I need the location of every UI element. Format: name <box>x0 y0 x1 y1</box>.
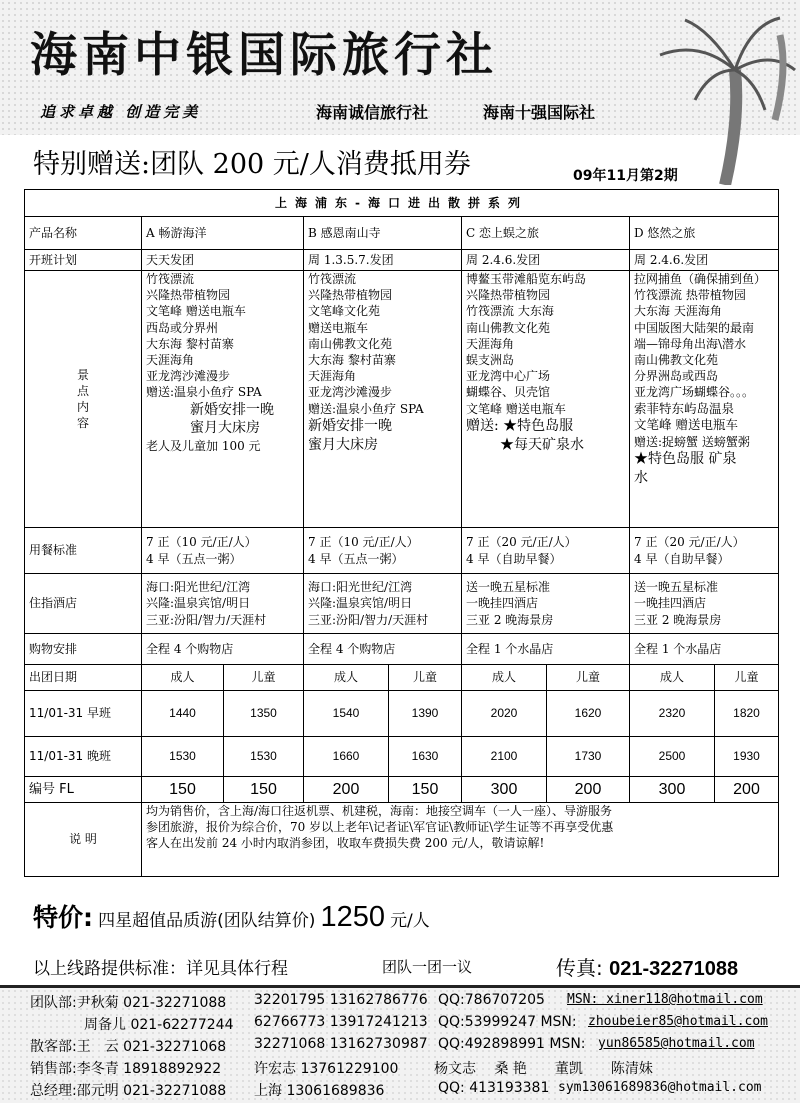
product-d-shopping: 全程 1 个水晶店 <box>630 634 779 665</box>
sight-item: 赠送电瓶车 <box>308 320 369 335</box>
sight-item: 索菲特东屿岛温泉 <box>634 400 735 416</box>
sight-item: 亚龙湾沙滩漫步 <box>308 385 393 400</box>
sight-item: 南山佛教文化苑 <box>308 336 393 351</box>
sight-item: ★每天矿泉水 <box>500 436 584 453</box>
special-price: 1250 <box>320 901 385 933</box>
row-label-shopping: 购物安排 <box>25 634 142 665</box>
product-a-sights <box>142 271 304 528</box>
contact-qq: QQ:786707205 <box>438 992 545 1008</box>
contact-phones: 62766773 13917241213 <box>254 1014 428 1030</box>
hotel-line: 一晚挂四酒店 <box>634 596 707 611</box>
contact-phones: 许宏志 13761229100 <box>254 1061 399 1077</box>
product-d-hotel <box>630 574 779 634</box>
sights-char: 内 <box>76 400 89 414</box>
contact-row <box>0 992 800 1014</box>
adult-header: 成人 <box>462 665 547 691</box>
sub-title-1: 海南诚信旅行社 <box>316 103 429 122</box>
sight-item: 竹筏漂流 热带植物园 <box>634 288 746 303</box>
price-cell: 2500 <box>630 737 715 777</box>
adult-header: 成人 <box>142 665 224 691</box>
price-cell: 1620 <box>547 691 630 737</box>
price-cell: 1630 <box>389 737 462 777</box>
sight-item: 竹筏漂流 大东海 <box>466 304 554 319</box>
meal-line: 7 正（20 元/正/人） <box>466 535 577 550</box>
sights-char: 景 <box>76 367 89 382</box>
product-c-plan: 周 2.4.6.发团 <box>462 250 630 271</box>
sight-item: 蜈支洲岛 <box>466 352 515 367</box>
code-cell: 200 <box>547 777 630 803</box>
hotel-line: 海口:阳光世纪/江湾 <box>146 580 251 595</box>
code-cell: 300 <box>462 777 547 803</box>
sight-item: 大东海 黎村苗寨 <box>146 336 234 351</box>
product-b-shopping: 全程 4 个购物店 <box>304 634 462 665</box>
hotel-line: 三亚 2 晚海景房 <box>466 612 554 627</box>
note-line: 均为销售价，含上海/海口往返机票、机建税，海南：地接空调车（一人一座）、导游服务 <box>146 804 613 818</box>
promo-text: 特别赠送:团队 200 元/人消费抵用券 <box>33 149 471 180</box>
row-label-sights <box>25 271 142 528</box>
sight-item: 西岛或分界州 <box>146 320 219 335</box>
price-cell: 1930 <box>715 737 779 777</box>
sight-item: 文笔峰 赠送电瓶车 <box>634 417 738 433</box>
hotel-line: 三亚:汾阳/智力/天涯村 <box>146 612 267 627</box>
price-cell: 1820 <box>715 691 779 737</box>
code-cell: 300 <box>630 777 715 803</box>
series-title: 上海浦东-海口进出散拼系列 <box>25 190 779 217</box>
sights-char: 点 <box>76 383 89 398</box>
sight-item: 水 <box>634 470 648 487</box>
sight-item: 分界洲岛或西岛 <box>634 369 719 384</box>
price-cell: 1660 <box>304 737 389 777</box>
meal-line: 7 正（10 元/正/人） <box>146 535 257 550</box>
fax-number: 021-32271088 <box>609 958 739 980</box>
product-c-name: C 恋上蜈之旅 <box>462 217 630 250</box>
product-d-plan: 周 2.4.6.发团 <box>630 250 779 271</box>
sight-item: 亚龙湾沙滩漫步 <box>146 369 231 384</box>
product-a-plan: 天天发团 <box>142 250 304 271</box>
meal-line: 4 早（五点一粥） <box>308 551 404 566</box>
contact-staff: 杨文志 桑 艳 董凯 陈清妹 <box>434 1061 653 1077</box>
issue-label: 09年11月第2期 <box>573 168 678 184</box>
price-cell: 1730 <box>547 737 630 777</box>
contact-msn-link[interactable]: zhoubeier85@hotmail.com <box>588 1014 769 1029</box>
row-label-departure: 出团日期 <box>25 665 142 691</box>
product-b-name: B 感恩南山寺 <box>304 217 462 250</box>
child-header: 儿童 <box>547 665 630 691</box>
sight-item: 赠送:捉螃蟹 送螃蟹粥 <box>634 435 750 450</box>
contact-qq: QQ: 413193381 <box>438 1080 550 1096</box>
contact-msn-link[interactable]: sym13061689836@hotmail.com <box>558 1080 762 1095</box>
product-a-hotel <box>142 574 304 634</box>
row-label-notes: 说 明 <box>25 803 142 877</box>
sight-item: 兴隆热带植物园 <box>466 288 551 303</box>
sight-item: 竹筏漂流 <box>308 272 357 286</box>
row-label-product: 产品名称 <box>25 217 142 250</box>
price-cell: 2320 <box>630 691 715 737</box>
hotel-line: 送一晚五星标准 <box>634 580 719 595</box>
price-cell: 2100 <box>462 737 547 777</box>
meal-line: 7 正（10 元/正/人） <box>308 535 419 550</box>
contact-name: 总经理:邵元明 021-32271088 <box>30 1083 227 1099</box>
meal-line: 7 正（20 元/正/人） <box>634 535 745 550</box>
itinerary-table <box>24 189 779 877</box>
price-cell: 1390 <box>389 691 462 737</box>
fax-line <box>556 952 738 981</box>
code-cell: 200 <box>304 777 389 803</box>
sight-item: 中国版图大陆架的最南 <box>634 320 755 335</box>
product-c-meals <box>462 528 630 574</box>
product-b-meals <box>304 528 462 574</box>
price-cell: 1540 <box>304 691 389 737</box>
sub-title-2: 海南十强国际社 <box>483 103 596 122</box>
row-label-code: 编号 FL <box>25 777 142 803</box>
group-text: 团队一团一议 <box>382 958 473 976</box>
company-title: 海南中银国际旅行社 <box>30 28 498 83</box>
sight-item: 蜜月大床房 <box>190 420 260 437</box>
contact-row <box>0 1080 800 1102</box>
contact-name: 散客部:王 云 021-32271068 <box>30 1039 227 1055</box>
child-header: 儿童 <box>389 665 462 691</box>
row-label-meals: 用餐标准 <box>25 528 142 574</box>
hotel-line: 三亚:汾阳/智力/天涯村 <box>308 612 429 627</box>
header-banner <box>0 0 800 135</box>
product-d-meals <box>630 528 779 574</box>
contact-footer <box>0 985 800 1103</box>
sight-item: 赠送:温泉小鱼疗 SPA <box>308 401 424 416</box>
sight-item: 南山佛教文化苑 <box>466 320 551 335</box>
meal-line: 4 早（五点一粥） <box>146 551 242 566</box>
sight-item: 新婚安排一晚 <box>190 401 274 418</box>
product-c-hotel <box>462 574 630 634</box>
hotel-line: 一晚挂四酒店 <box>466 596 539 611</box>
contact-qq: QQ:492898991 MSN: <box>438 1036 586 1052</box>
contact-phones: 上海 13061689836 <box>254 1083 385 1099</box>
note-line: 客人在出发前 24 小时内取消参团，收取车费损失费 200 元/人，敬请谅解! <box>146 836 545 851</box>
product-b-hotel <box>304 574 462 634</box>
product-a-meals <box>142 528 304 574</box>
product-a-shopping: 全程 4 个购物店 <box>142 634 304 665</box>
price-cell: 2020 <box>462 691 547 737</box>
sights-char: 容 <box>76 416 89 431</box>
code-cell: 150 <box>224 777 304 803</box>
sight-item: ★特色岛服 矿泉 <box>634 451 737 468</box>
contact-msn-link[interactable]: MSN: xiner118@hotmail.com <box>567 992 763 1007</box>
contact-name: 销售部:李冬青 18918892922 <box>30 1061 222 1077</box>
special-unit: 元/人 <box>390 911 430 931</box>
adult-header: 成人 <box>630 665 715 691</box>
contact-row <box>0 1058 800 1080</box>
sight-item: 文笔峰 赠送电瓶车 <box>146 304 246 319</box>
price-cell: 1440 <box>142 691 224 737</box>
contact-row <box>0 1014 800 1036</box>
sight-item: 亚龙湾中心广场 <box>466 369 551 384</box>
contact-msn-link[interactable]: yun86585@hotmail.com <box>598 1036 755 1051</box>
sight-item: 赠送:温泉小鱼疗 SPA <box>146 385 262 400</box>
price-cell: 1530 <box>142 737 224 777</box>
palm-tree-icon <box>640 10 800 185</box>
product-d-name: D 悠然之旅 <box>630 217 779 250</box>
sight-item: 天涯海角 <box>308 369 357 384</box>
sight-item: 蜜月大床房 <box>308 436 378 453</box>
product-b-plan: 周 1.3.5.7.发团 <box>304 250 462 271</box>
sight-item: 赠送: ★特色岛服 <box>466 417 574 434</box>
contact-name: 团队部:尹秋菊 021-32271088 <box>30 995 227 1011</box>
code-cell: 150 <box>142 777 224 803</box>
contact-qq: QQ:53999247 MSN: <box>438 1014 577 1030</box>
fax-label: 传真: <box>556 956 603 980</box>
hotel-line: 海口:阳光世纪/江湾 <box>308 580 413 595</box>
adult-header: 成人 <box>304 665 389 691</box>
sight-item: 兴隆热带植物园 <box>308 288 393 303</box>
standard-text: 以上线路提供标准：详见具体行程 <box>33 959 288 979</box>
meal-line: 4 早（自助早餐） <box>634 551 730 566</box>
sight-item: 文笔峰 赠送电瓶车 <box>466 401 566 416</box>
sight-item: 端—锦母角出海\潜水 <box>634 336 747 351</box>
sight-item: 大东海 黎村苗寨 <box>308 352 396 367</box>
child-header: 儿童 <box>715 665 779 691</box>
price-cell: 1530 <box>224 737 304 777</box>
product-d-sights <box>630 271 779 528</box>
special-label: 特价: <box>33 903 93 932</box>
sight-item: 大东海 天涯海角 <box>634 304 722 319</box>
code-cell: 150 <box>389 777 462 803</box>
contact-phones: 32201795 13162786776 <box>254 992 428 1008</box>
product-b-sights <box>304 271 462 528</box>
sight-item: 博鳌玉带滩船览东屿岛 <box>466 272 587 286</box>
price-cell: 1350 <box>224 691 304 737</box>
sight-item: 蝴蝶谷、贝壳馆 <box>466 385 551 400</box>
sight-item: 拉网捕鱼（确保捕到鱼） <box>634 272 767 286</box>
row-label-morning: 11/01-31 早班 <box>25 691 142 737</box>
hotel-line: 兴隆:温泉宾馆/明日 <box>308 596 413 611</box>
sight-item: 天涯海角 <box>146 352 195 367</box>
hotel-line: 兴隆:温泉宾馆/明日 <box>146 596 251 611</box>
sight-item: 竹筏漂流 <box>146 272 195 286</box>
special-offer <box>33 898 430 934</box>
contact-name: 周备儿 021-62277244 <box>84 1017 234 1033</box>
sight-item: 老人及儿童加 100 元 <box>146 439 261 454</box>
sight-item: 亚龙湾广场蝴蝶谷。。。 <box>634 385 755 400</box>
meal-line: 4 早（自助早餐） <box>466 551 562 566</box>
note-line: 参团旅游，报价为综合价，70 岁以上老年\记者证\军官证\教师证\学生证等不再享受优惠 <box>146 820 614 835</box>
hotel-line: 送一晚五星标准 <box>466 580 551 595</box>
contact-phones: 32271068 13162730987 <box>254 1036 428 1052</box>
row-label-evening: 11/01-31 晚班 <box>25 737 142 777</box>
sight-item: 文笔峰文化苑 <box>308 304 381 319</box>
product-a-name: A 畅游海洋 <box>142 217 304 250</box>
notes-cell <box>142 803 779 877</box>
row-label-plan: 开班计划 <box>25 250 142 271</box>
row-label-hotel: 住指酒店 <box>25 574 142 634</box>
product-c-shopping: 全程 1 个水晶店 <box>462 634 630 665</box>
sight-item: 天涯海角 <box>466 336 515 351</box>
code-cell: 200 <box>715 777 779 803</box>
sight-item: 兴隆热带植物园 <box>146 288 231 303</box>
sight-item: 南山佛教文化苑 <box>634 352 719 367</box>
slogan: 追求卓越 创造完美 <box>40 103 202 121</box>
contact-row <box>0 1036 800 1058</box>
product-c-sights <box>462 271 630 528</box>
hotel-line: 三亚 2 晚海景房 <box>634 612 722 627</box>
sight-item: 新婚安排一晚 <box>308 417 392 434</box>
child-header: 儿童 <box>224 665 304 691</box>
special-text: 四星超值品质游(团队结算价) <box>98 911 316 931</box>
